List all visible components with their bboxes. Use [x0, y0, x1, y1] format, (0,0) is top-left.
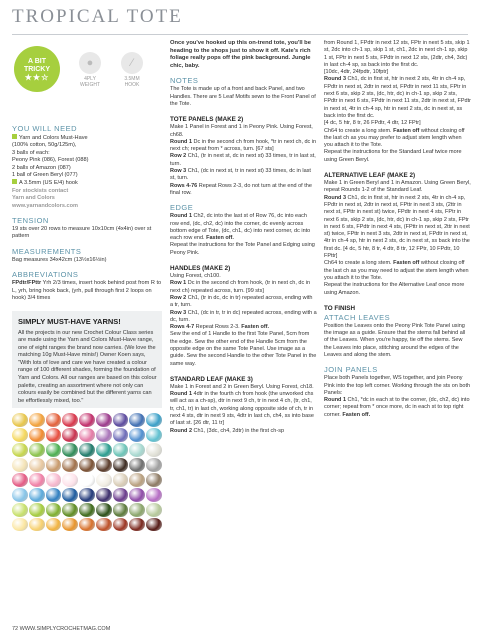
yarn-ball [96, 428, 112, 442]
yarn-ball [29, 473, 45, 487]
abbreviations-heading: ABBREVIATIONS [12, 270, 79, 280]
yarn-ball [12, 428, 28, 442]
skill-badge: A BIT TRICKY ★★☆ [14, 46, 60, 92]
yarn-ball [113, 503, 129, 517]
standard-leaf-heading: STANDARD LEAF (MAKE 3) [170, 375, 253, 383]
tote-panels-instructions: Make 1 Panel in Forest and 1 in Peony Pink. Using Forest, ch68. Round 1 Dc in the second ch from hook, *tr in next ch, dc in next ch; repeat from * across, turn. [67 sts] Row 2 Ch1, (tr in next st, dc in next st) 33 times, tr in last st, turn. Row 3 Ch1, (dc in next st, tr in next st) 33 times, dc in last st, turn. Rows 4-76 Repeat Rows 2-3, do not turn at the end of the final row. [170, 124, 317, 196]
yarn-ball [46, 473, 62, 487]
yarn-ball [12, 458, 28, 472]
materials-list: Yarn and Colors Must-Have (100% cotton, 50g/125m), 3 balls of each: Peony Pink (086), Forest (088) 2 balls of Amazon (087) 1 ball of Green Beryl (077) A 3.5mm (US E/4) hook For stockists contact Yarn and Colors www.yarnandcolors.com [12, 134, 162, 210]
crochet-hook-icon: ∕ [121, 52, 143, 74]
yarn-ball [113, 443, 129, 457]
yarn-ball [96, 473, 112, 487]
yarn-ball [129, 518, 145, 532]
yarn-ball [129, 473, 145, 487]
yarn-ball [46, 503, 62, 517]
yarn-ball [96, 503, 112, 517]
alternative-leaf-instructions: Make 1 in Green Beryl and 1 in Amazon. Using Green Beryl, repeat Rounds 1-2 of the Standard Leaf. Round 3 Ch1, dc in first st, htr in next 2 sts, 4tr in ch-4 sp, FPdtr in next st, 2dtr in next st, FPttr in next 3 sts, (2ttr in next st, FPttr in next st) twice, FPdtr in next 4 sts, FPtr in next 6 sts, skip 2 sts, (dc, htr, dc) in ch-1 sp, skip 2 sts, FPtr in next 6 sts, FPdtr in next 4 sts, (FPttr in next st, 2ttr in next st) twice, FPttr in next 3 sts, 2dtr in next st, FPdtr in next st, 4tr in ch-4 sp, htr in next 2 sts, dc in next st, ss back into the first dc. [4 dc, 5 htr, 8 tr, 4 dtr, 8 ttr, 12 FPtr, 10 FPdtr, 10 FPttr] Ch64 to create a long stem. Fasten off without closing off the last ch as you may need to adjust the stem length when you attach it to the Tote. Repeat the instructions for the Alternative Leaf once more using Amazon. [324, 180, 471, 296]
yarn-ball [113, 518, 129, 532]
yarn-ball [79, 473, 95, 487]
tension-heading: TENSION [12, 216, 49, 226]
yarn-ball [62, 488, 78, 502]
yarn-ball [129, 428, 145, 442]
skill-level-row [12, 40, 162, 120]
sidebar-title: SIMPLY MUST-HAVE YARNS! [18, 316, 121, 326]
yarn-ball [12, 443, 28, 457]
yarn-ball [12, 413, 28, 427]
yarn-ball [113, 413, 129, 427]
yarn-ball [12, 488, 28, 502]
yarn-ball [146, 488, 162, 502]
measurements-heading: MEASUREMENTS [12, 246, 82, 256]
notes-text: The Tote is made up of a front and back Panel, and two Handles. There are 5 Leaf Motifs sewn to the Front Panel of the Tote. [170, 86, 316, 107]
measurements-text: Bag measures 34x42cm (13½x16½in) [12, 256, 107, 263]
yarn-ball [12, 473, 28, 487]
yarn-ball [129, 443, 145, 457]
yarn-ball [79, 413, 95, 427]
yarn-ball [12, 503, 28, 517]
yarn-ball [129, 413, 145, 427]
middle-column [170, 40, 317, 435]
bullet-square-icon [12, 179, 17, 184]
yarn-ball [29, 443, 45, 457]
you-will-need-heading: YOU WILL NEED [12, 124, 77, 133]
sidebar-text: All the projects in our new Crochet Colour Class series are made using the Yarn and Colors Must-Have range, one of eight ranges the brand now carries. (We love the matching 10g Must-Have minis!) Owner Koen says, "With lots of love and care we have created a colour range of 100 different shades, forming the foundation of Yarn and Colors. All our ranges are based on this colour palette, creating an assortment where not only can colours easily be combined but the different yarns can be effortlessly mixed, too." [18, 329, 157, 404]
handles-instructions: Using Forest, ch100. Row 1 Dc in the second ch from hook, (tr in next ch, dc in next ch) repeated across, turn. [99 sts] Row 2 Ch1, (tr in dc, dc in tr) repeated across, ending with a tr, turn. Row 3 Ch1, (dc in tr, tr in dc) repeated across, ending with a dc, turn. Rows 4-7 Repeat Rows 2-3. Fasten off. Sew the end of 1 Handle to the first Tote Panel, 5cm from the edge. Sew the other end of the Handle 5cm from the opposite edge on the same Tote Panel. Use image as a guide. Sew the second Handle to the other Tote Panel in the same way. [170, 273, 317, 367]
yarn-ball [79, 428, 95, 442]
yarn-ball [46, 458, 62, 472]
yarn-ball [146, 458, 162, 472]
yarn-weight-info: ● 4PLY WEIGHT [70, 52, 110, 88]
right-column [324, 40, 471, 419]
yarn-ball [96, 488, 112, 502]
yarn-ball [146, 473, 162, 487]
join-panels-instructions: Place both Panels together, WS together, and join Peony Pink into the top left corner. Working through the sts on both Panels: Round 1 Ch1, *dc in each st to the corner, (dc, ch2, dc) into corner; repeat from * once more, dc in each st to top right corner. Fasten off. [324, 375, 471, 418]
yarn-ball [146, 428, 162, 442]
standard-leaf-instructions: Make 1 in Forest and 2 in Green Beryl. Using Forest, ch18. Round 1 4dtr in the fourth ch from hook (the unworked chs will act as a ch-sp), dtr in next 9 ch, tr in next 4 ch, (tr, ch1, tr, ch1, tr) in last ch, working along opposite side of ch, tr in next 4 sts, dtr in next 9 sts, 4dtr in last ch, ch4, ss into base of last st. [26 dtr, 11 tr] Round 2 Ch1, (3dc, ch4, 2dtr) in the first ch-sp [170, 383, 314, 434]
yarn-ball [46, 428, 62, 442]
to-finish-heading: TO FINISH [324, 304, 356, 312]
tote-panels-heading: TOTE PANELS (MAKE 2) [170, 116, 244, 124]
yarn-ball [29, 428, 45, 442]
yarn-ball [62, 473, 78, 487]
left-column [12, 40, 162, 531]
yarn-ball [96, 443, 112, 457]
yarn-ball [62, 443, 78, 457]
yarn-ball [79, 458, 95, 472]
yarn-ball [113, 473, 129, 487]
yarn-ball [129, 488, 145, 502]
yarn-ball [46, 413, 62, 427]
yarn-ball [29, 458, 45, 472]
page-folio: 72 WWW.SIMPLYCROCHETMAG.COM [12, 626, 111, 632]
join-panels-heading: JOIN PANELS [324, 365, 378, 375]
yarn-ball [29, 413, 45, 427]
yarn-ball [46, 443, 62, 457]
yarn-ball [146, 503, 162, 517]
yarn-ball [62, 413, 78, 427]
stockist-url[interactable]: www.yarnandcolors.com [12, 202, 79, 209]
yarn-ball-icon: ● [79, 52, 101, 74]
yarn-ball [146, 413, 162, 427]
yarn-ball [46, 488, 62, 502]
title-divider [12, 34, 468, 35]
standard-leaf-continued: from Round 1, FPdtr in next 12 sts, FPtr in next 5 sts, skip 1 st, 2dc into ch-1 sp, skip 1 st, ch1, 2dc in next ch-1 sp, skip 1 st, FPtr in next 5 sts, FPdtr in next 12 sts, (2dtr, ch4, 3dc) in last ch-4 sp, ss back into the first dc. [10dc, 4dtr, 24fpdtr, 10fptr] Round 3 Ch1, dc in first st, htr in next 2 sts, 4tr in ch-4 sp, FPdtr in next st, 2dtr in next st, FPdtr in next 11 sts, FPtr in next 6 sts, skip 2 sts, (dc, htr, dc) in ch-1 sp, skip 2 sts, FPdtr in next 6 sts, FPdtr in next 11 sts, 2dtr in next st, FPdtr in next st, 4tr in ch-4 sp, htr in next 2 sts, dc in next st, ss back into the first dc. [4 dc, 5 htr, 8 tr, 26 FPdtr, 4 dtr, 12 FPtr] Ch64 to create a long stem. Fasten off without closing off the last ch as you may prefer to adjust stem length when you attach it to the Tote. Repeat the instructions for the Standard Leaf twice more using Green Beryl. [324, 40, 471, 163]
abbreviations-text: FPdtr/FPttr Yrh 2/3 times, insert hook behind post from R to L, yrh, bring hook back, (yrh, pull through first 2 loops on hook) 3/4 times [12, 280, 162, 302]
yarn-ball [62, 458, 78, 472]
yarn-ball [79, 518, 95, 532]
yarn-sidebar [12, 311, 162, 409]
yarn-ball [113, 488, 129, 502]
yarn-ball [146, 518, 162, 532]
yarn-ball [129, 503, 145, 517]
yarn-ball [62, 428, 78, 442]
intro-text: Once you've hooked up this on-trend tote, you'll be heading to the shops just to show it off. Kate's rich foliage really pops off the pink background. Jungle chic, baby. [170, 40, 311, 69]
yarn-ball [46, 518, 62, 532]
handles-heading: HANDLES (MAKE 2) [170, 265, 231, 273]
page-title: TROPICAL TOTE [12, 6, 183, 27]
bullet-square-icon [12, 134, 17, 139]
edge-instructions: Round 1 Ch2, dc into the last st of Row 76, dc into each row end, (dc, ch2, dc) into the corner, dc evenly across bottom edge of Tote, (dc, ch1, dc) into next corner, dc into each row end. Fasten off. Repeat the instructions for the Tote Panel and Edging using Peony Pink. [170, 213, 315, 256]
yarn-ball [29, 488, 45, 502]
yarn-ball [29, 503, 45, 517]
yarn-ball [62, 503, 78, 517]
yarn-ball [79, 503, 95, 517]
yarn-ball [113, 458, 129, 472]
yarn-ball [79, 488, 95, 502]
yarn-ball [29, 518, 45, 532]
yarn-ball [96, 458, 112, 472]
yarn-ball [12, 518, 28, 532]
yarn-ball [62, 518, 78, 532]
yarn-ball [129, 458, 145, 472]
yarn-balls-photo [12, 413, 162, 531]
yarn-ball [96, 413, 112, 427]
attach-leaves-text: Position the Leaves onto the Peony Pink Tote Panel using the image as a guide. Ensure that the stems fall behind all of the Leaves. When you're happy, tie off the stems. Sew the Leaves into place, stitching around the edges of the Leaves and along the stem. [324, 322, 466, 358]
skill-stars: ★★☆ [24, 73, 50, 82]
edge-heading: EDGE [170, 203, 194, 213]
hook-size-info: ∕ 3.5MM HOOK [112, 52, 152, 88]
yarn-ball [113, 428, 129, 442]
yarn-ball [146, 443, 162, 457]
attach-leaves-heading: ATTACH LEAVES [324, 312, 391, 322]
tension-text: 19 sts over 20 rows to measure 10x10cm (4x4in) over st pattern [12, 226, 152, 240]
notes-heading: NOTES [170, 76, 199, 86]
yarn-ball [79, 443, 95, 457]
yarn-ball [96, 518, 112, 532]
alternative-leaf-heading: ALTERNATIVE LEAF (MAKE 2) [324, 172, 416, 180]
